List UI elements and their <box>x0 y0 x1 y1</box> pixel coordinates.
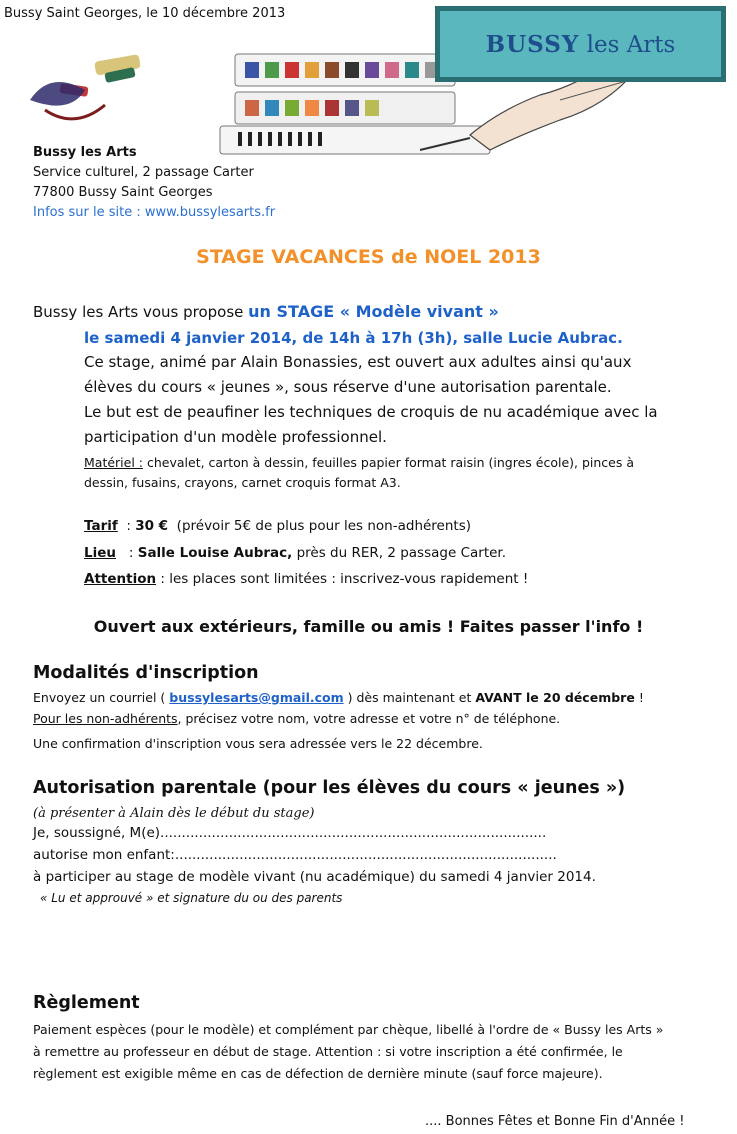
inscription-line-3: Une confirmation d'inscription vous sera adressée vers le 22 décembre. <box>33 736 483 751</box>
non-adherents-label: Pour les non-adhérents <box>33 711 178 726</box>
tarif-label: Tarif <box>84 518 118 534</box>
organisation-name: Bussy les Arts <box>33 145 137 160</box>
attention-line <box>84 571 528 587</box>
email-link[interactable]: bussylesarts@gmail.com <box>169 690 344 705</box>
inscription-heading: Modalités d'inscription <box>33 663 259 683</box>
reglement-line-2: à remettre au professeur en début de stage. Attention : si votre inscription a été confirmée, le <box>33 1044 623 1059</box>
stage-title: STAGE VACANCES de NOEL 2013 <box>196 246 541 268</box>
attention-text: : les places sont limitées : inscrivez-vous rapidement ! <box>160 571 529 587</box>
intro-highlight: un STAGE « Modèle vivant » <box>248 302 499 321</box>
tarif-note: (prévoir 5€ de plus pour les non-adhérents) <box>176 518 472 534</box>
materiel-text-1: chevalet, carton à dessin, feuilles papier format raisin (ingres école), pinces à <box>146 455 635 470</box>
intro-line <box>33 302 499 321</box>
autorisation-statement: à participer au stage de modèle vivant (nu académique) du samedi 4 janvier 2014. <box>33 869 596 885</box>
logo-word-les-arts: les Arts <box>586 31 676 58</box>
bussy-les-arts-logo <box>435 6 726 82</box>
reglement-line-3: règlement est exigible même en cas de défection de dernière minute (sauf force majeure). <box>33 1066 603 1081</box>
autorisation-signature: « Lu et approuvé » et signature du ou des parents <box>40 891 343 905</box>
stage-description-3: Le but est de peaufiner les techniques de croquis de nu académique avec la <box>84 403 658 421</box>
logo-text <box>486 31 676 58</box>
inscription-line-1 <box>33 690 644 705</box>
inscription-line1-a: Envoyez un courriel ( <box>33 690 166 705</box>
autorisation-heading: Autorisation parentale (pour les élèves du cours « jeunes ») <box>33 778 626 798</box>
attention-label: Attention <box>84 571 157 587</box>
inscription-line-2 <box>33 711 560 726</box>
inscription-line1-d: ! <box>638 690 644 705</box>
organisation-city: 77800 Bussy Saint Georges <box>33 185 213 200</box>
lieu-label: Lieu <box>84 545 116 561</box>
ouvert-announcement: Ouvert aux extérieurs, famille ou amis ! Faites passer l'info ! <box>93 617 644 636</box>
logo-word-bussy: BUSSY <box>485 30 580 58</box>
materiel-line-1 <box>84 455 634 470</box>
organisation-service: Service culturel, 2 passage Carter <box>33 165 254 180</box>
lieu-line: Lieu : Salle Louise Aubrac, près du RER, 2 passage Carter. <box>84 545 507 561</box>
closing-wishes: .... Bonnes Fêtes et Bonne Fin d'Année ! <box>425 1114 685 1129</box>
stage-date-line: le samedi 4 janvier 2014, de 14h à 17h (3h), salle Lucie Aubrac. <box>84 329 623 347</box>
inscription-deadline: AVANT le 20 décembre <box>475 690 635 705</box>
inscription-line1-b: ) dès maintenant et <box>347 690 472 705</box>
materiel-label: Matériel : <box>84 455 143 470</box>
lieu-note: près du RER, 2 passage Carter. <box>296 545 507 561</box>
materiel-line-2: dessin, fusains, crayons, carnet croquis format A3. <box>84 475 401 490</box>
paint-tubes-icon <box>30 54 141 119</box>
letter-date: Bussy Saint Georges, le 10 décembre 2013 <box>4 6 286 21</box>
intro-lead: Bussy les Arts vous propose <box>33 303 244 321</box>
lieu-value: Salle Louise Aubrac, <box>137 545 293 561</box>
reglement-heading: Règlement <box>33 993 140 1013</box>
organisation-website[interactable]: Infos sur le site : www.bussylesarts.fr <box>33 205 276 220</box>
organisation-address <box>33 143 275 223</box>
stage-description-4: participation d'un modèle professionnel. <box>84 428 387 446</box>
stage-description-1: Ce stage, animé par Alain Bonassies, est ouvert aux adultes ainsi qu'aux <box>84 353 632 371</box>
reglement-line-1: Paiement espèces (pour le modèle) et complément par chèque, libellé à l'ordre de « Bussy les Arts » <box>33 1022 664 1037</box>
autorisation-name-field: Je, soussigné, M(e).......................................................................................... <box>33 825 547 841</box>
stage-description-2: élèves du cours « jeunes », sous réserve d'une autorisation parentale. <box>84 378 612 396</box>
inscription-line2-rest: , précisez votre nom, votre adresse et votre n° de téléphone. <box>177 711 561 726</box>
tarif-line: Tarif : 30 € (prévoir 5€ de plus pour les non-adhérents) <box>84 518 472 534</box>
autorisation-note: (à présenter à Alain dès le début du stage) <box>33 806 315 821</box>
tarif-value: 30 € <box>135 518 169 534</box>
autorisation-child-field: autorise mon enfant:......................................................................................... <box>33 847 557 863</box>
